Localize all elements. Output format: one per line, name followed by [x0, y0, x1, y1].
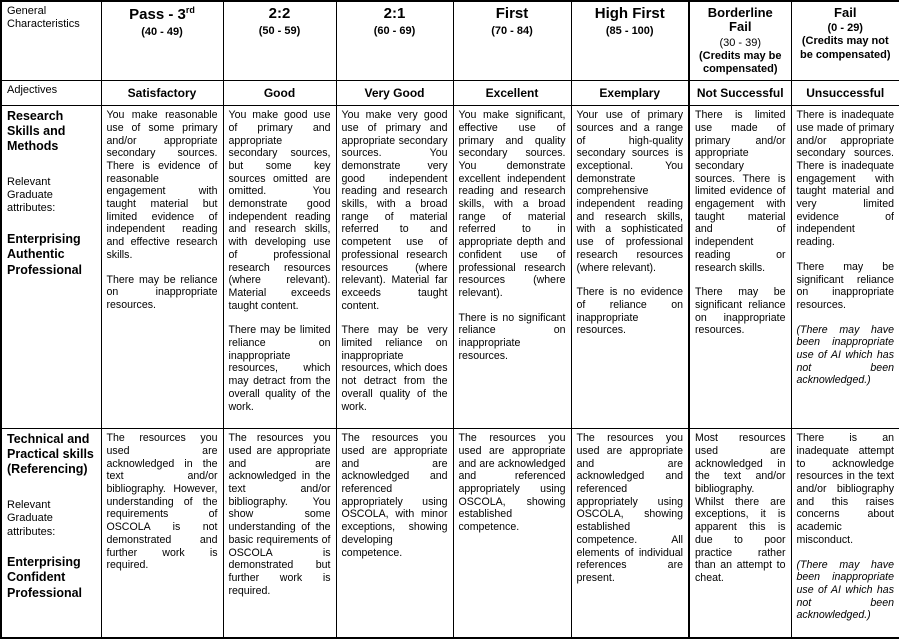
cell-paragraph: You make good use of primary and appropriate secondary sources, but some key sources omitted are omitted. You demonstrate good independent reading and research skills, with developing use of professional research resources (where relevant). Material exceeds taught content.: [228, 109, 331, 312]
grade-header-2-1: [336, 1, 453, 81]
research-cell-high-first: [571, 106, 689, 429]
credit-note: (Credits may not be compensated): [800, 35, 891, 62]
grade-header-pass: [101, 1, 223, 81]
adjective-very-good: Very Good: [336, 81, 453, 106]
grade-header-high-first: [571, 1, 689, 81]
cell-paragraph: The resources you used are appropriate and are acknowledged and referenced appropriately using OSCOLA, showing established competence.: [458, 432, 566, 534]
adjective-unsuccessful: Unsuccessful: [791, 81, 899, 106]
research-cell-pass: [101, 106, 223, 429]
technical-cell-fail: [791, 429, 899, 638]
technical-cell-borderline-fail: [689, 429, 791, 638]
technical-cell-first: [453, 429, 571, 638]
technical-cell-2-2: [223, 429, 336, 638]
ai-disclaimer-note: (There may have been inappropriate use of AI which has not been acknowledged.): [796, 323, 894, 387]
ordinal-superscript: rd: [185, 5, 195, 15]
grade-range: (40 - 49): [141, 25, 183, 38]
cell-paragraph: Your use of primary sources and a range of high-quality secondary sources is exceptional. You demonstrate comprehensive independent reading and research skills, with a sophisticated use of professional research resources (where relevant).: [576, 109, 683, 274]
grade-range: (50 - 59): [258, 24, 301, 37]
cell-paragraph: There may be very limited reliance on inappropriate resources, which does not detract from the overall quality of the work.: [341, 324, 448, 413]
grade-title: Fail: [834, 5, 857, 20]
research-cell-2-2: [223, 106, 336, 429]
technical-cell-pass: [101, 429, 223, 638]
grade-header-2-2: [223, 1, 336, 81]
adjective-exemplary: Exemplary: [571, 81, 689, 106]
grade-title: High First: [594, 5, 665, 22]
attributes-value: Enterprising Confident Professional: [7, 554, 83, 601]
technical-cell-2-1: [336, 429, 453, 638]
attributes-label: Relevant Graduate attributes:: [7, 176, 56, 215]
adjectives-row: [1, 81, 899, 106]
cell-paragraph: Most resources used are acknowledged in the text and/or bibliography. Whilst there are exceptions, it is apparent this is due to poor practice rather than an attempt to cheat.: [695, 432, 786, 584]
row-header-technical: [1, 429, 101, 638]
research-cell-borderline-fail: [689, 106, 791, 429]
grade-title: Borderline Fail: [707, 5, 773, 35]
row-header-research: [1, 106, 101, 429]
cell-paragraph: The resources you used are acknowledged in the text and/or bibliography. However, understanding of the requirements of OSCOLA is not demonstrated and further work is required.: [106, 432, 218, 572]
research-cell-2-1: [336, 106, 453, 429]
adjective-excellent: Excellent: [453, 81, 571, 106]
cell-paragraph: There is limited use made of primary and/or appropriate secondary sources. There is limited evidence of engagement with taught material and of independent reading or research skills.: [695, 109, 786, 274]
adjectives-label: Adjectives: [1, 81, 101, 106]
cell-paragraph: The resources you used are appropriate and are acknowledged in the text and/or bibliography. You show some understanding of the basic requirements of OSCOLA is demonstrated but further work is required.: [228, 432, 331, 597]
credit-note: (Credits may be compensated): [698, 49, 782, 76]
grade-header-borderline-fail: [689, 1, 791, 81]
corner-cell: [1, 1, 101, 81]
cell-paragraph: You make very good use of primary and appropriate secondary sources. You demonstrate very good independent reading and research skills, with a broad range of material referred to and competent use of professional research resources (where relevant). Material far exceeds taught content.: [341, 109, 448, 312]
grade-range: (60 - 69): [373, 24, 416, 37]
cell-paragraph: The resources you used are appropriate and are acknowledged and referenced appropriately using OSCOLA, with minor exceptions, showing developing competence.: [341, 432, 448, 559]
adjective-good: Good: [223, 81, 336, 106]
cell-paragraph: You make reasonable use of some primary and/or appropriate secondary sources. There is evidence of reasonable engagement with taught material but limited evidence of independent reading and effective research skills.: [106, 109, 218, 261]
grade-header-fail: [791, 1, 899, 81]
cell-paragraph: You make significant, effective use of primary and quality secondary sources. You demonstrate excellent independent reading and research skills, with a broad range of material referred to in appropriate depth and confident use of professional research resources (where relevant).: [458, 109, 566, 299]
cell-paragraph: There is an inadequate attempt to acknowledge resources in the text and/or bibliography and this raises concerns about academic misconduct.: [796, 432, 894, 546]
grade-range: (30 - 39): [719, 36, 762, 49]
grade-title: Pass - 3rd: [129, 5, 195, 23]
cell-paragraph: There may be significant reliance on inappropriate resources.: [695, 286, 786, 337]
ai-disclaimer-note: (There may have been inappropriate use of AI which has not been acknowledged.): [796, 558, 894, 622]
research-skills-row: [1, 106, 899, 429]
cell-paragraph: There may be reliance on inappropriate resources.: [106, 273, 218, 311]
grade-title: First: [495, 5, 529, 22]
adjective-not-successful: Not Successful: [689, 81, 791, 106]
cell-paragraph: There may be significant reliance on inappropriate resources.: [796, 260, 894, 311]
grade-title: 2:1: [383, 5, 406, 22]
grade-header-first: [453, 1, 571, 81]
grade-range: (0 - 29): [827, 22, 863, 35]
cell-paragraph: There is no significant reliance on inappropriate resources.: [458, 311, 566, 362]
row-title: Research Skills and Methods: [7, 109, 66, 154]
adjective-satisfactory: Satisfactory: [101, 81, 223, 106]
cell-paragraph: The resources you used are appropriate and are acknowledged and referenced appropriately using OSCOLA, showing established competence. All elements of individual references are present.: [576, 432, 683, 584]
cell-paragraph: There is inadequate use made of primary and/or appropriate secondary sources. There is inadequate engagement with taught material and very limited evidence of independent reading.: [796, 109, 894, 249]
technical-skills-row: [1, 429, 899, 638]
grade-range: (85 - 100): [605, 24, 654, 37]
research-cell-first: [453, 106, 571, 429]
row-title: Technical and Practical skills (Referencing): [7, 432, 94, 477]
attributes-value: Enterprising Authentic Professional: [7, 231, 83, 277]
cell-paragraph: There may be limited reliance on inappropriate resources, which may detract from the overall quality of the work.: [228, 324, 331, 413]
technical-cell-high-first: [571, 429, 689, 638]
header-row: [1, 1, 899, 81]
grade-title: 2:2: [268, 5, 291, 22]
research-cell-fail: [791, 106, 899, 429]
grade-range: (70 - 84): [491, 24, 533, 37]
attributes-label: Relevant Graduate attributes:: [7, 499, 56, 538]
corner-label: General Characteristics: [7, 5, 80, 31]
cell-paragraph: There is no evidence of reliance on inappropriate resources.: [576, 286, 683, 337]
